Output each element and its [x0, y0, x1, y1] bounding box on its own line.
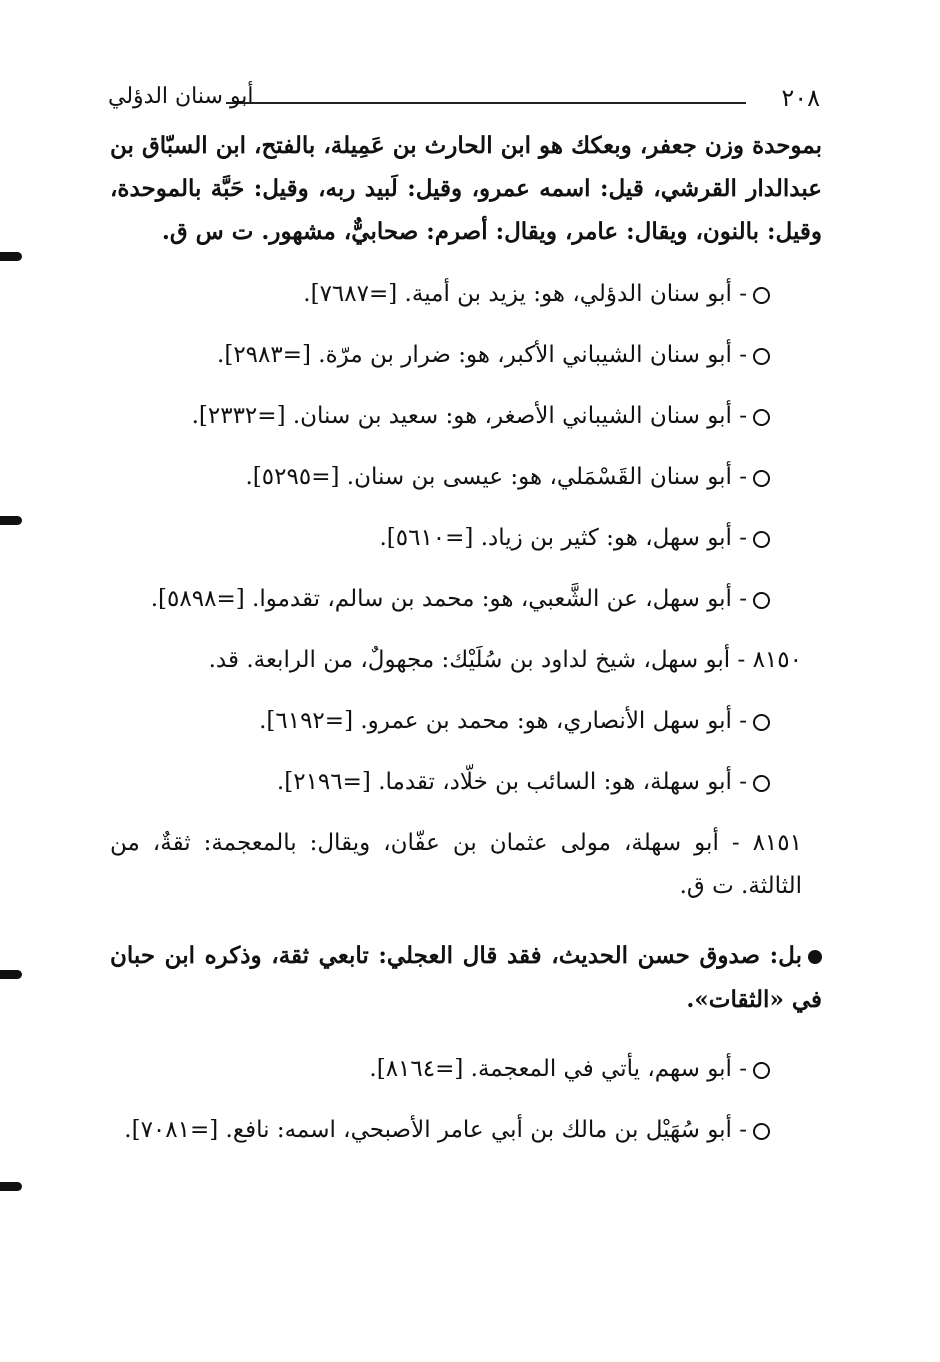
list-item: [110, 934, 822, 1022]
entry-text: - أبو سهلة، هو: السائب بن خلّاد، تقدما. [=٢١٩٦].: [276, 769, 747, 795]
entry-text: - أبو سهم، يأتي في المعجمة. [=٨١٦٤].: [369, 1056, 747, 1082]
entry-text: - أبو سنان القَسْمَلي، هو: عيسى بن سنان. [=٥٢٩٥].: [245, 464, 747, 490]
list-item: [110, 395, 822, 438]
entry-text: - أبو سهل، هو: كثير بن زياد. [=٥٦١٠].: [379, 525, 747, 551]
list-item: [110, 517, 822, 560]
page-body: [110, 124, 822, 1152]
list-item: [110, 1048, 822, 1091]
entry-text: - أبو سهل، عن الشَّعبي، هو: محمد بن سالم، تقدموا. [=٥٨٩٨].: [150, 586, 747, 612]
header-rule: [226, 102, 746, 104]
intro-paragraph: بموحدة وزن جعفر، وبعكك هو ابن الحارث بن عَمِيلة، بالفتح، ابن السبّاق بن عبدالدار القرشي، قيل: اسمه عمرو، وقيل: لَبيد ربه، وقيل: حَبَّة بالموحدة، وقيل: بالنون، ويقال: عامر، ويقال: أصرم: صحابيٌّ، مشهور. ت س ق.: [110, 132, 822, 245]
entry-text: - أبو سنان الدؤلي، هو: يزيد بن أمية. [=٧٦٨٧].: [303, 281, 747, 307]
circle-marker-icon: [753, 287, 770, 304]
list-item: [110, 639, 822, 682]
bullet-dot-icon: [808, 950, 822, 964]
edge-mark: [0, 970, 22, 979]
list-item: [110, 700, 822, 743]
edge-mark: [0, 252, 22, 261]
circle-marker-icon: [753, 592, 770, 609]
entry-text: - أبو سهل الأنصاري، هو: محمد بن عمرو. [=٦١٩٢].: [259, 708, 747, 734]
list-item: [110, 1109, 822, 1152]
circle-marker-icon: [753, 775, 770, 792]
entry-text: بل: صدوق حسن الحديث، فقد قال العجلي: تابعي ثقة، وذكره ابن حبان في «الثقات».: [110, 942, 822, 1013]
list-item: [110, 761, 822, 804]
circle-marker-icon: [753, 470, 770, 487]
page-header: [108, 84, 820, 120]
entry-text: - أبو سنان الشيباني الأكبر، هو: ضرار بن مرّة. [=٢٩٨٣].: [217, 342, 747, 368]
list-item: [110, 822, 822, 908]
entry-text: - أبو سهلة، مولى عثمان بن عفّان، ويقال: بالمعجمة: ثقةٌ، من الثالثة. ت ق.: [110, 830, 802, 899]
list-item: [110, 456, 822, 499]
edge-mark: [0, 1182, 22, 1191]
running-title: أبو سنان الدؤلي: [108, 84, 254, 109]
list-item: [110, 334, 822, 377]
circle-marker-icon: [753, 531, 770, 548]
edge-mark: [0, 516, 22, 525]
entry-text: - أبو سنان الشيباني الأصغر، هو: سعيد بن سنان. [=٢٣٣٢].: [191, 403, 747, 429]
circle-marker-icon: [753, 714, 770, 731]
entry-number: ٨١٥١: [739, 830, 802, 856]
circle-marker-icon: [753, 348, 770, 365]
page-number: ٢٠٨: [781, 84, 820, 112]
entry-number: ٨١٥٠: [745, 647, 802, 673]
circle-marker-icon: [753, 1062, 770, 1079]
circle-marker-icon: [753, 409, 770, 426]
entry-text: - أبو سُهَيْل بن مالك بن أبي عامر الأصبحي، اسمه: نافع. [=٧٠٨١].: [124, 1117, 747, 1143]
list-item: [110, 273, 822, 316]
entry-text: - أبو سهل، شيخ لداود بن سُلَيْك: مجهولٌ، من الرابعة. قد.: [208, 647, 746, 673]
circle-marker-icon: [753, 1123, 770, 1140]
list-item: [110, 578, 822, 621]
entries-list: [110, 273, 822, 1152]
